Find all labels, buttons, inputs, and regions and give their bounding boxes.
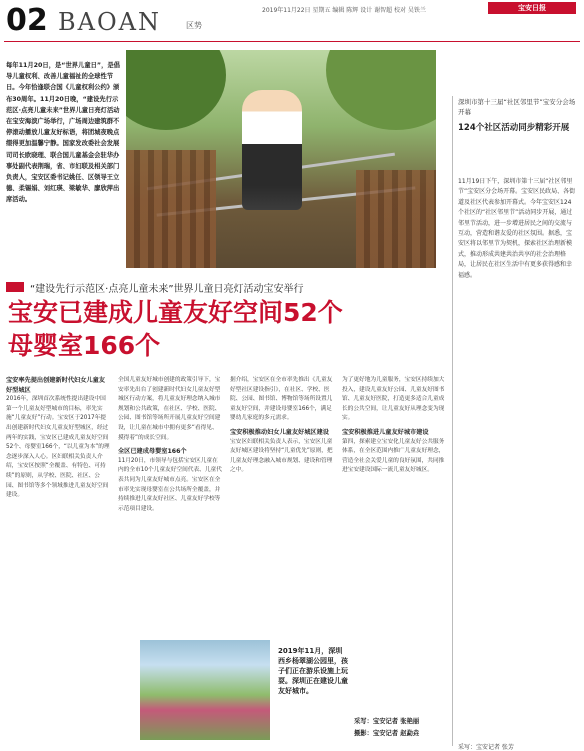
sidebar-intro: 深圳市第十三届“社区邻里节”宝安分会场开幕 xyxy=(458,98,576,116)
wooden-posts xyxy=(126,150,216,268)
section-label: 区势 xyxy=(186,21,202,30)
column-2 xyxy=(118,376,222,514)
body-text: 11月20日，市领导与包括宝安区儿童在内的全市10个儿童友好空间代表、儿童代表共同为儿童友好城市点亮。宝安区在全市率先实现母婴室在公共场所全覆盖，并持续推进儿童友好社区、儿童友好学校等示范项目建设。 xyxy=(118,457,222,512)
main-photo-children-playground xyxy=(126,50,436,268)
lead-paragraph: 每年11月20日，是“世界儿童日”，是倡导儿童权利、改善儿童福祉的全球性节日。今年恰逢联合国《儿童权利公约》颁布30周年。11月20日晚，“建设先行示范区·点亮儿童未来”世界儿童日亮灯活动在宝安海滨广场举行，广场周边建筑群不停滚动播放儿童友好标语，将团城夜晚点缀得更加温馨宁静。国家发改委社会发展司司长欧晓理、联合国儿童基金会驻华办事处副代表荆瑞，省、市妇联及相关部门负责人，宝安区委书记姚任、区领导王立德、柔锡娟、刘红瑛、梁敏华、廖欣萍出席活动。 xyxy=(6,62,120,204)
headline xyxy=(8,296,448,362)
section-name: BAOAN xyxy=(58,8,161,36)
kicker: “建设先行示范区·点亮儿童未来”世界儿童日亮灯活动宝安举行 xyxy=(30,284,304,295)
photo-playground-slide xyxy=(140,640,270,740)
wooden-posts xyxy=(356,170,436,268)
column-3 xyxy=(230,376,334,476)
column-4 xyxy=(342,376,446,476)
child-figure xyxy=(242,90,302,210)
body-text: 宝安区妇联相关负责人表示，宝安区儿童友好城区建设将坚持“儿童优先”原则，把儿童友好理念融入城市规划、建设和管理之中。 xyxy=(230,438,333,474)
body-text: 据介绍，宝安区在全市率先推出《儿童友好型社区建设指引》，在社区、学校、医院、公园、图书馆、博物馆等场所设置儿童友好空间，并建设母婴室166个，满足婴幼儿家庭的多元需求。 xyxy=(230,377,333,422)
sidebar-title: 124个社区活动同步精彩开展 xyxy=(458,123,570,133)
subhead: 全区已建成母婴室166个 xyxy=(118,448,187,456)
sidebar-body: 11月19日下午，深圳市第十三届“社区邻里节”宝安区分会场开幕。宝安区民政局、各街道及社区代表参加开幕式。今年宝安区124个社区的“社区邻里节”活动同步开展，通过邻里节活动，进一步增进居民之间的交流与互动，营造和谐友爱的社区氛围。据悉，宝安区将以邻里节为契机，探索社区治理新模式，推动形成共建共治共享的社会治理格局，让居民在社区生活中有更多获得感和幸福感。 xyxy=(458,178,576,279)
credit-photographer: 摄影：宝安记者 赵勐垚 xyxy=(354,730,420,737)
headline-line-2: 母婴室166个 xyxy=(8,331,161,360)
tree-foliage xyxy=(326,50,436,130)
body-text: 全国儿童友好城市创建的政策引导下，宝安率先出台了创建新时代妇女儿童友好型城区行动方案，将儿童友好理念纳入城市规划和公共政策，在社区、学校、医院、公园、图书馆等场所开展儿童友好空间建设，让儿童在城市中拥有更多“看得见、摸得着”的成长空间。 xyxy=(118,377,221,441)
newspaper-logo: 宝安日报 xyxy=(488,2,576,14)
body-text: 第四，探索建立宝安化儿童友好公共服务体系，在全区范围内推广儿童友好理念，营造全社会关爱儿童的良好氛围，共同推进宝安建设国际一流儿童友好城区。 xyxy=(342,438,445,474)
credit-writer: 采写：宝安记者 张艳丽 xyxy=(354,718,420,725)
subhead: 宝安积极推进儿童友好城市建设 xyxy=(342,428,429,436)
issue-meta: 2019年11月22日 星期五 编辑 陈辉 设计 谢智超 校对 吴铁兰 xyxy=(262,7,426,14)
page-number: 02 xyxy=(6,3,48,38)
sidebar-credit: 采写：宝安记者 张芳 xyxy=(458,744,514,751)
photo-caption: 2019年11月，深圳西乡杨翠湖公园里，孩子们正在游乐设施上玩耍。深圳正在建设儿童友好城市。 xyxy=(278,647,348,695)
subhead: 宝安率先提出创建新时代妇女儿童友好型城区 xyxy=(6,377,105,394)
column-1 xyxy=(6,376,110,501)
subhead: 宝安积极推动妇女儿童友好城区建设 xyxy=(230,428,329,436)
body-text: 2016年，深圳首次系统性提出建设中国第一个儿童友好型城市的目标，率先实施“儿童友好”行动。宝安区于2017年提出创建新时代妇女儿童友好型城区，经过两年的实践，宝安区已建成儿童友好空间52个、母婴室166个，“以儿童为本”的理念逐步深入人心。区妇联相关负责人介绍，宝安区按照“全覆盖、有特色、可持续”的原则，从学校、医院、社区、公园、图书馆等多个领域推进儿童友好空间建设。 xyxy=(6,396,110,499)
body-text: 为了更好地为儿童服务，宝安区持续加大投入，建设儿童友好公园、儿童友好图书馆、儿童友好医院，打造更多适合儿童成长的公共空间，让儿童友好从理念变为现实。 xyxy=(342,377,445,422)
header-rule xyxy=(4,41,580,42)
kicker-marker xyxy=(6,282,24,292)
column-divider xyxy=(452,96,453,746)
tree-foliage xyxy=(126,50,226,130)
headline-line-1: 宝安已建成儿童友好空间52个 xyxy=(8,298,343,327)
